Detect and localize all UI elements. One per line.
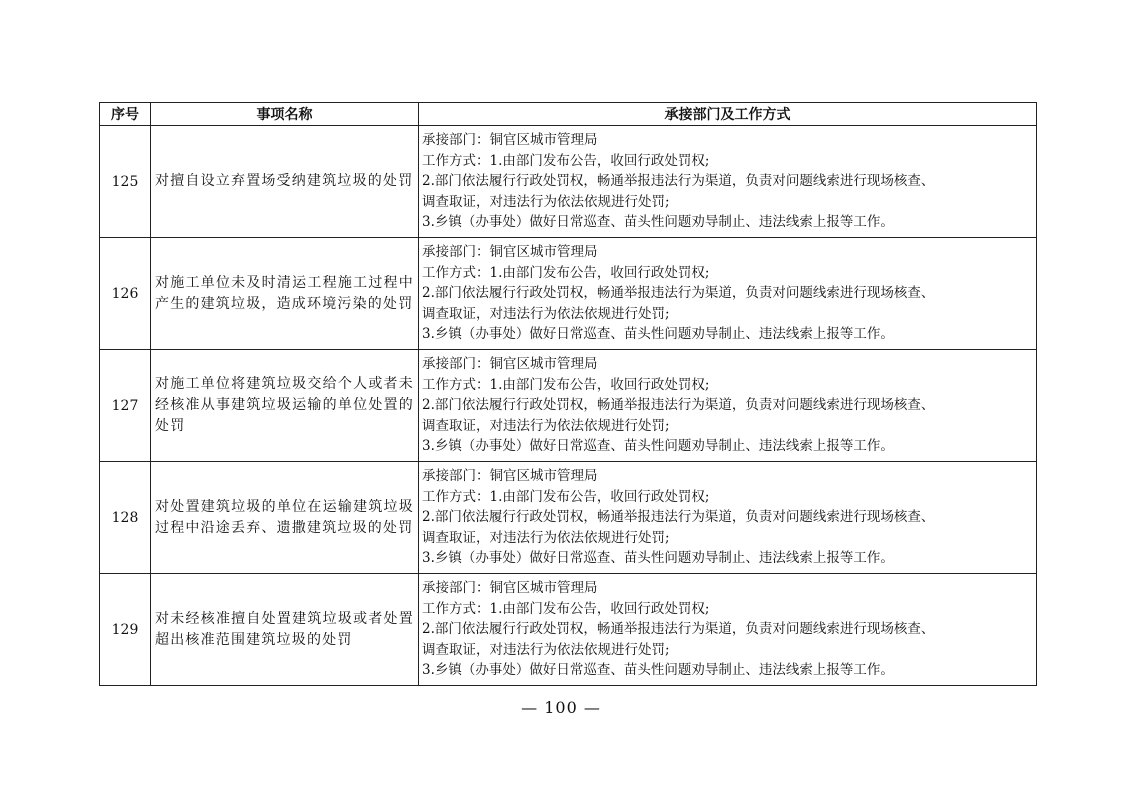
header-item-name: 事项名称	[151, 103, 419, 126]
method-line: 3.乡镇（办事处）做好日常巡查、苗头性问题劝导制止、违法线索上报等工作。	[422, 214, 894, 231]
dept-line: 承接部门：铜官区城市管理局	[422, 132, 598, 149]
method-line: 2.部门依法履行行政处罚权，畅通举报违法行为渠道，负责对问题线索进行现场核查、	[422, 509, 935, 526]
table-row	[100, 462, 1037, 574]
method-line: 调查取证，对违法行为依法依规进行处罚;	[422, 529, 670, 546]
row-dept-and-method	[419, 350, 1037, 462]
table-row	[100, 350, 1037, 462]
table-row	[100, 126, 1037, 238]
method-line: 调查取证，对违法行为依法依规进行处罚;	[422, 417, 670, 434]
row-item-name: 对施工单位未及时清运工程施工过程中产生的建筑垃圾，造成环境污染的处罚	[151, 238, 419, 350]
header-dept-and-method: 承接部门及工作方式	[419, 103, 1037, 126]
row-dept-and-method	[419, 462, 1037, 574]
method-line: 工作方式：1.由部门发布公告，收回行政处罚权;	[422, 264, 710, 281]
row-item-name: 对处置建筑垃圾的单位在运输建筑垃圾过程中沿途丢弃、遗撒建筑垃圾的处罚	[151, 462, 419, 574]
method-line: 3.乡镇（办事处）做好日常巡查、苗头性问题劝导制止、违法线索上报等工作。	[422, 550, 894, 567]
dept-line: 承接部门：铜官区城市管理局	[422, 468, 598, 485]
method-line: 工作方式：1.由部门发布公告，收回行政处罚权;	[422, 600, 710, 617]
row-item-name: 对擅自设立弃置场受纳建筑垃圾的处罚	[151, 126, 419, 238]
row-seq: 125	[100, 126, 151, 238]
row-seq: 128	[100, 462, 151, 574]
row-seq: 127	[100, 350, 151, 462]
method-line: 工作方式：1.由部门发布公告，收回行政处罚权;	[422, 152, 710, 169]
dept-line: 承接部门：铜官区城市管理局	[422, 580, 598, 597]
row-dept-and-method	[419, 574, 1037, 686]
table-row	[100, 574, 1037, 686]
method-line: 3.乡镇（办事处）做好日常巡查、苗头性问题劝导制止、违法线索上报等工作。	[422, 326, 894, 343]
method-line: 调查取证，对违法行为依法依规进行处罚;	[422, 641, 670, 658]
matters-table	[99, 102, 1037, 686]
method-line: 3.乡镇（办事处）做好日常巡查、苗头性问题劝导制止、违法线索上报等工作。	[422, 438, 894, 455]
row-dept-and-method	[419, 238, 1037, 350]
row-seq: 129	[100, 574, 151, 686]
method-line: 调查取证，对违法行为依法依规进行处罚;	[422, 305, 670, 322]
method-line: 3.乡镇（办事处）做好日常巡查、苗头性问题劝导制止、违法线索上报等工作。	[422, 662, 894, 679]
method-line: 调查取证，对违法行为依法依规进行处罚;	[422, 193, 670, 210]
method-line: 2.部门依法履行行政处罚权，畅通举报违法行为渠道，负责对问题线索进行现场核查、	[422, 397, 935, 414]
table-row	[100, 238, 1037, 350]
page-number: — 100 —	[521, 698, 601, 717]
row-dept-and-method	[419, 126, 1037, 238]
row-item-name: 对施工单位将建筑垃圾交给个人或者未经核准从事建筑垃圾运输的单位处置的处罚	[151, 350, 419, 462]
dept-line: 承接部门：铜官区城市管理局	[422, 356, 598, 373]
method-line: 2.部门依法履行行政处罚权，畅通举报违法行为渠道，负责对问题线索进行现场核查、	[422, 621, 935, 638]
method-line: 工作方式：1.由部门发布公告，收回行政处罚权;	[422, 376, 710, 393]
method-line: 2.部门依法履行行政处罚权，畅通举报违法行为渠道，负责对问题线索进行现场核查、	[422, 173, 935, 190]
row-seq: 126	[100, 238, 151, 350]
method-line: 工作方式：1.由部门发布公告，收回行政处罚权;	[422, 488, 710, 505]
dept-line: 承接部门：铜官区城市管理局	[422, 244, 598, 261]
row-item-name: 对未经核准擅自处置建筑垃圾或者处置超出核准范围建筑垃圾的处罚	[151, 574, 419, 686]
header-seq: 序号	[100, 103, 151, 126]
table-header-row	[100, 103, 1037, 126]
method-line: 2.部门依法履行行政处罚权，畅通举报违法行为渠道，负责对问题线索进行现场核查、	[422, 285, 935, 302]
